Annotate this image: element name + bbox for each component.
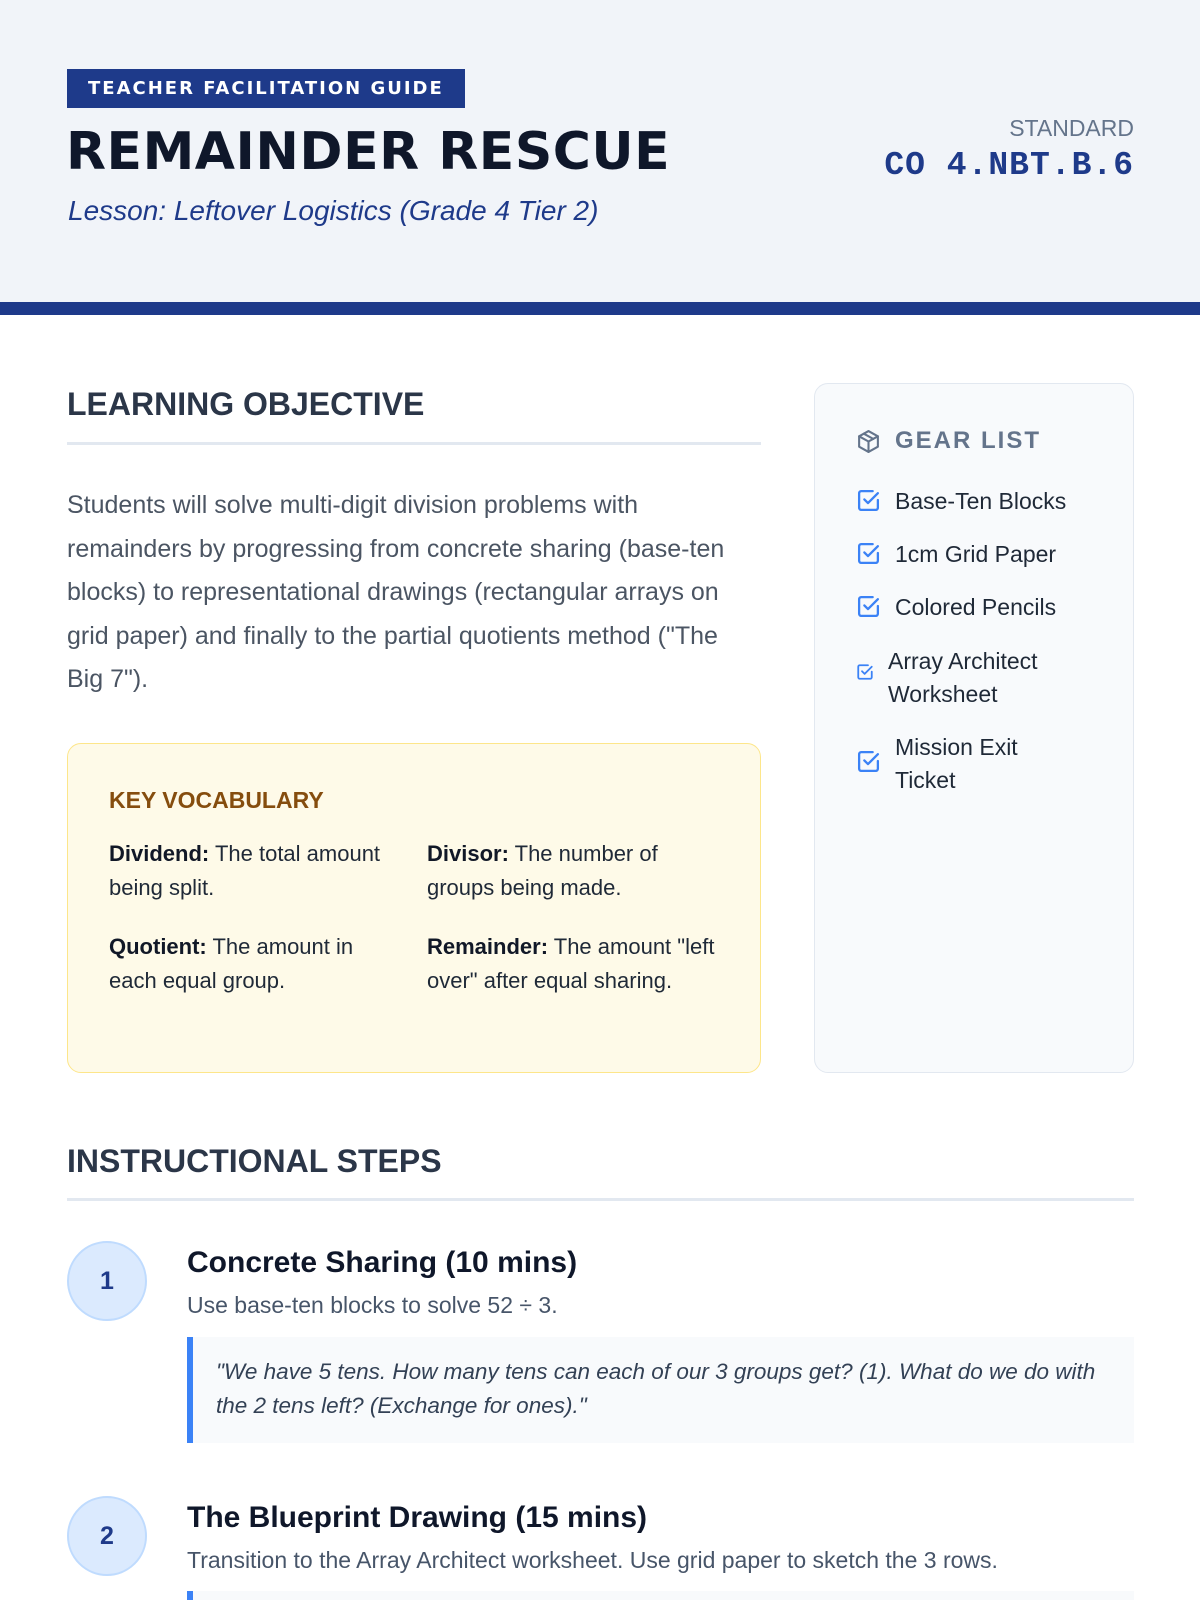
- gear-list-heading: GEAR LIST: [895, 427, 1042, 454]
- checkbox-checked-icon: [856, 541, 881, 566]
- step-description: Transition to the Array Architect worksheet. Use grid paper to sketch the 3 rows.: [187, 1547, 998, 1573]
- checkbox-checked-icon: [856, 488, 881, 513]
- gear-item-label: Mission Exit Ticket: [895, 734, 1018, 793]
- vocab-definition: The amount in each equal group.: [109, 934, 354, 993]
- checkbox-checked-icon: [856, 663, 874, 681]
- vocab-term-remainder: [427, 930, 717, 998]
- checkbox-checked-icon: [856, 749, 881, 774]
- vocab-term: Quotient:: [109, 934, 207, 959]
- gear-list-panel: [814, 383, 1134, 1073]
- cube-icon: [856, 429, 881, 454]
- vocabulary-heading: KEY VOCABULARY: [109, 787, 324, 813]
- vocab-definition: The number of groups being made.: [427, 841, 658, 900]
- vocab-definition: The amount "left over" after equal sharing.: [427, 934, 715, 993]
- vocab-term: Dividend:: [109, 841, 210, 866]
- gear-list-header: [856, 424, 1041, 458]
- gear-item: [856, 485, 1095, 518]
- vocab-term: Remainder:: [427, 934, 549, 959]
- objective-text: Students will solve multi-digit division problems with remainders by progressing from concrete sharing (base-ten blocks) to representational drawings (rectangular arrays on grid paper) and finally to the partial quotients method ("The Big 7").: [67, 491, 725, 693]
- step-number: 1: [67, 1241, 147, 1321]
- gear-item: [856, 731, 1045, 797]
- gear-item: [856, 645, 1088, 711]
- gear-item-label: Array Architect Worksheet: [888, 648, 1038, 707]
- gear-item-label: 1cm Grid Paper: [895, 541, 1057, 567]
- lesson-subtitle: Lesson: Leftover Logistics (Grade 4 Tier 2): [68, 195, 599, 226]
- steps-divider: [67, 1198, 1134, 1201]
- guide-badge: TEACHER FACILITATION GUIDE: [67, 69, 465, 108]
- step-title: The Blueprint Drawing (15 mins): [187, 1501, 648, 1534]
- step-title: Concrete Sharing (10 mins): [187, 1246, 578, 1279]
- vocab-term-quotient: [109, 930, 399, 998]
- objective-heading: LEARNING OBJECTIVE: [67, 386, 425, 422]
- standard-label: STANDARD: [1009, 115, 1134, 141]
- page-title: REMAINDER RESCUE: [66, 122, 671, 182]
- objective-divider: [67, 442, 761, 445]
- gear-item-label: Base-Ten Blocks: [895, 488, 1067, 514]
- step-quote-text: "We have 5 tens. How many tens can each of our 3 groups get? (1). What do we do with the 2 tens left? (Exchange for ones).": [216, 1359, 1096, 1418]
- steps-heading: INSTRUCTIONAL STEPS: [67, 1143, 442, 1179]
- gear-item: [856, 591, 1095, 624]
- gear-item: [856, 538, 1095, 571]
- step-description: Use base-ten blocks to solve 52 ÷ 3.: [187, 1292, 558, 1318]
- step-script-quote: [187, 1337, 1134, 1443]
- vocab-definition: The total amount being split.: [109, 841, 381, 900]
- vocab-term-divisor: [427, 837, 717, 905]
- header-banner: [0, 0, 1200, 302]
- step-script-quote: [187, 1591, 1134, 1600]
- step-number: 2: [67, 1496, 147, 1576]
- key-vocabulary-box: [67, 743, 761, 1073]
- checkbox-checked-icon: [856, 594, 881, 619]
- header-divider: [0, 302, 1200, 315]
- vocab-term-dividend: [109, 837, 399, 905]
- gear-item-label: Colored Pencils: [895, 594, 1057, 620]
- standard-code: CO 4.NBT.B.6: [884, 147, 1134, 184]
- vocab-term: Divisor:: [427, 841, 509, 866]
